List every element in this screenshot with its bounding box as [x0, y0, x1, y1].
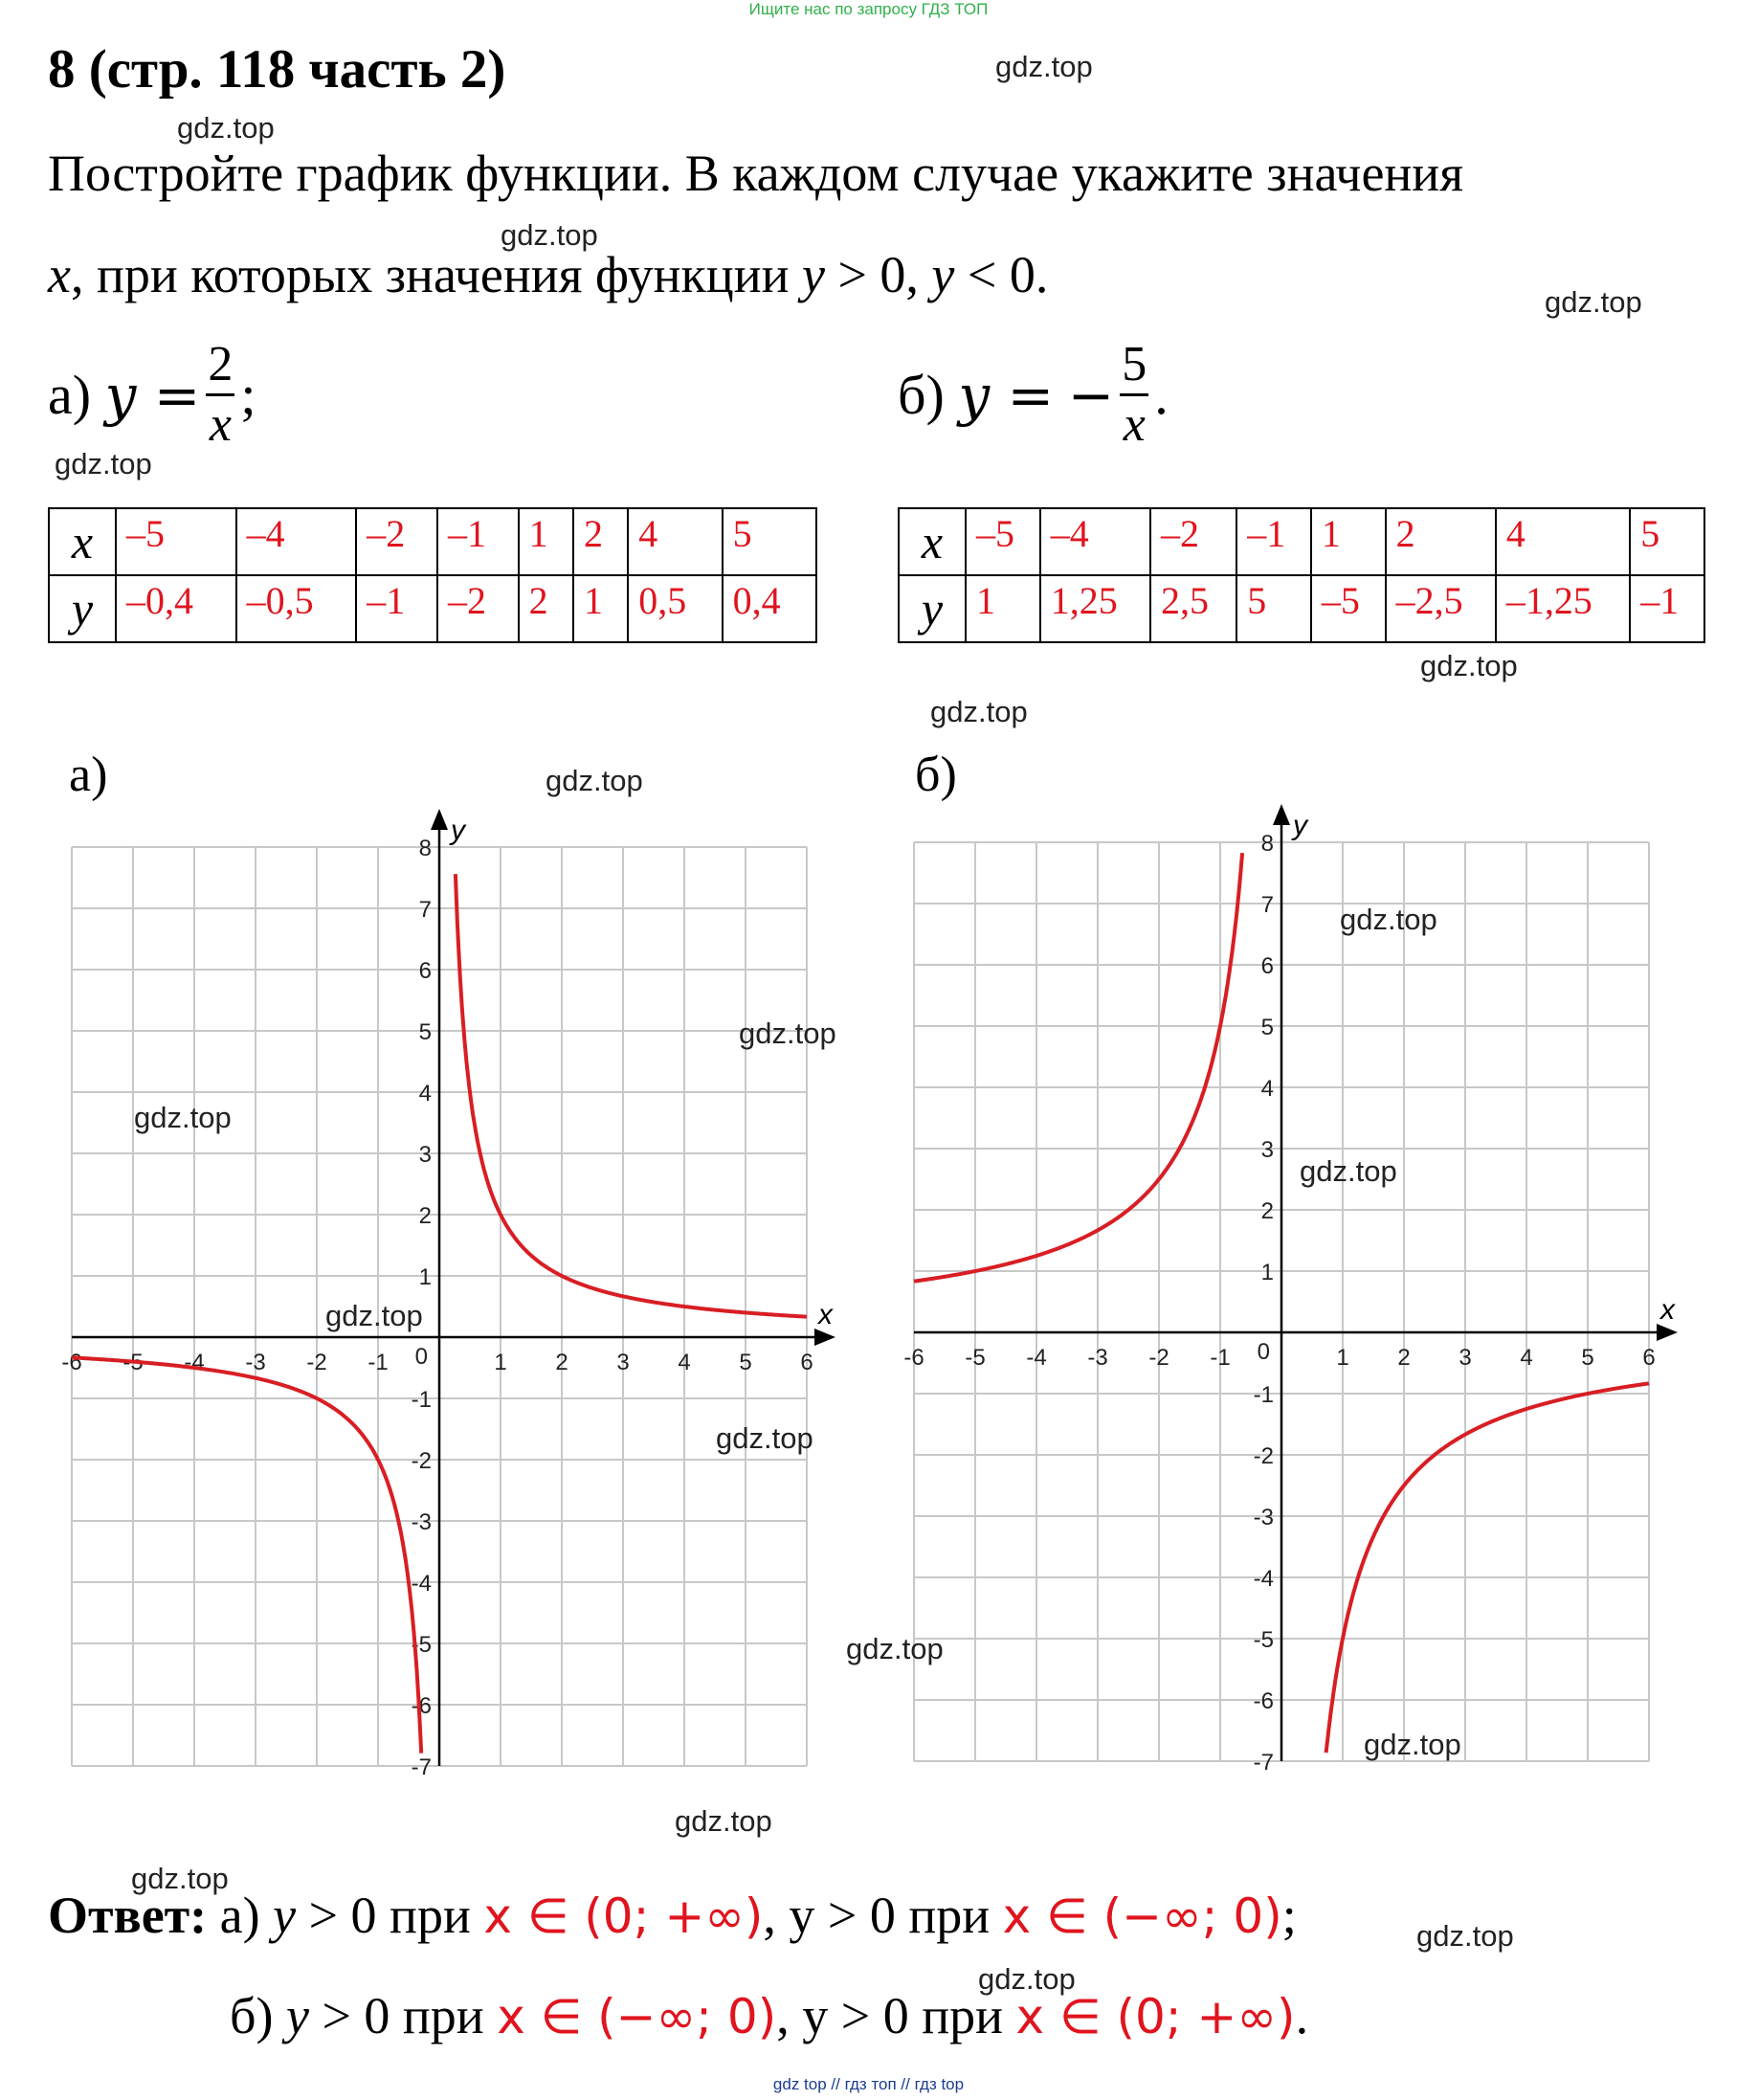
- task-line-2: [48, 245, 1048, 304]
- task-var-y2: y: [931, 246, 955, 303]
- table-cell: 1: [966, 575, 1040, 642]
- answer-a-gt: > 0 при: [296, 1887, 484, 1944]
- y-tick-label: 5: [1260, 1015, 1274, 1040]
- x-tick-label: -6: [903, 1345, 924, 1371]
- task-var-x: x: [48, 246, 71, 303]
- curve-branch-left: [72, 1357, 421, 1753]
- watermark: gdz.top: [55, 447, 152, 480]
- task-line-1: Постройте график функции. В каждом случае укажите значения: [48, 145, 1464, 202]
- formula-b-sign: −: [1067, 362, 1115, 428]
- watermark: gdz.top: [1364, 1728, 1461, 1761]
- x-tick-label: 5: [739, 1350, 752, 1375]
- table-b-y-row: [899, 575, 1704, 642]
- answer-b-y: y: [285, 1987, 309, 2044]
- x-axis-arrow: [1657, 1324, 1678, 1341]
- table-cell: 1: [573, 575, 628, 642]
- table-cell: –5: [1311, 575, 1386, 642]
- values-table-b: [898, 507, 1705, 643]
- x-tick-label: 4: [1520, 1345, 1533, 1371]
- table-cell: 1: [1311, 508, 1386, 575]
- curve-branch-right: [1326, 1383, 1649, 1753]
- x-tick-label: -3: [1087, 1345, 1108, 1371]
- formula-a-label: а): [48, 364, 92, 426]
- table-cell: 4: [1496, 508, 1630, 575]
- y-tick-label: 7: [418, 897, 432, 923]
- x-tick-label: -5: [122, 1350, 144, 1375]
- answer-b-gt2: > 0 при: [828, 1987, 1016, 2044]
- graph-b-hyperbola: [900, 799, 1704, 1785]
- x-axis-label: x: [818, 1299, 833, 1330]
- table-b-y-header: y: [899, 575, 966, 642]
- curve-branch-right: [456, 874, 807, 1316]
- x-tick-label: -5: [965, 1345, 986, 1371]
- task-text: , при которых значения функции: [70, 246, 802, 303]
- x-tick-label: 6: [800, 1350, 813, 1375]
- watermark: gdz.top: [1340, 903, 1437, 936]
- answer-a-end: ;: [1281, 1887, 1297, 1944]
- y-tick-label: -1: [1253, 1382, 1274, 1408]
- table-cell: 5: [1236, 575, 1311, 642]
- x-tick-label: 6: [1642, 1345, 1656, 1371]
- y-tick-label: 8: [1260, 831, 1274, 857]
- answer-a-y: y: [273, 1887, 297, 1944]
- formula-b-fraction: [1120, 337, 1148, 452]
- y-tick-label: 6: [418, 958, 432, 984]
- watermark: gdz.top: [546, 764, 643, 797]
- y-tick-label: 3: [418, 1142, 432, 1168]
- y-tick-label: 3: [1260, 1137, 1274, 1163]
- origin-label: 0: [1257, 1339, 1270, 1365]
- table-b-x-header: x: [899, 508, 966, 575]
- y-tick-label: 2: [1260, 1198, 1274, 1224]
- table-cell: –0,5: [236, 575, 357, 642]
- table-a-x-row: [49, 508, 816, 575]
- y-axis-arrow: [431, 809, 448, 830]
- answer-line-a: [48, 1886, 1297, 1945]
- x-tick-label: -2: [306, 1350, 327, 1375]
- formula-b-label: б): [898, 364, 945, 426]
- table-cell: –4: [1040, 508, 1150, 575]
- table-cell: 5: [723, 508, 816, 575]
- y-tick-label: 8: [418, 836, 432, 861]
- table-cell: 2: [573, 508, 628, 575]
- answer-b-end: .: [1295, 1987, 1309, 2044]
- answer-b-gt: > 0 при: [308, 1987, 498, 2044]
- y-tick-label: -7: [411, 1754, 432, 1780]
- task-var-y1: y: [801, 246, 825, 303]
- table-cell: 2: [519, 575, 573, 642]
- formula-b-denominator: x: [1123, 397, 1146, 452]
- watermark: gdz.top: [1545, 285, 1642, 319]
- values-table-a: [48, 507, 817, 643]
- x-tick-label: 4: [678, 1350, 691, 1375]
- watermark: gdz.top: [131, 1862, 229, 1895]
- x-tick-label: 2: [1397, 1345, 1411, 1371]
- graph-a-hyperbola: [57, 804, 861, 1790]
- watermark: gdz.top: [501, 218, 598, 252]
- x-tick-label: -6: [61, 1350, 82, 1375]
- table-cell: 4: [628, 508, 722, 575]
- origin-label: 0: [414, 1344, 428, 1370]
- table-cell: –2: [356, 508, 437, 575]
- y-tick-label: -6: [1253, 1688, 1274, 1714]
- table-cell: –1: [356, 575, 437, 642]
- watermark: gdz.top: [177, 111, 275, 145]
- answer-b-negative: x ∈ (0; +∞): [1015, 1989, 1296, 2044]
- x-tick-label: 3: [616, 1350, 630, 1375]
- x-tick-label: -3: [245, 1350, 266, 1375]
- answer-a-gt2: > 0 при: [814, 1887, 1003, 1944]
- table-cell: –1: [437, 508, 519, 575]
- answer-label: Ответ:: [48, 1887, 208, 1944]
- formula-a-end: ;: [240, 364, 256, 426]
- y-tick-label: -5: [1253, 1627, 1274, 1653]
- table-a-y-header: y: [49, 575, 116, 642]
- y-tick-label: -7: [1253, 1750, 1274, 1776]
- table-cell: –5: [116, 508, 236, 575]
- watermark: gdz.top: [930, 695, 1028, 728]
- table-cell: –1,25: [1496, 575, 1630, 642]
- table-cell: –5: [966, 508, 1040, 575]
- y-tick-label: -3: [411, 1509, 432, 1535]
- watermark: gdz.top: [325, 1299, 423, 1332]
- table-cell: –1: [1630, 575, 1704, 642]
- y-axis-label: y: [1293, 810, 1307, 841]
- table-cell: 0,5: [628, 575, 722, 642]
- y-tick-label: -4: [411, 1571, 432, 1597]
- y-tick-label: -2: [411, 1448, 432, 1474]
- x-tick-label: 1: [1336, 1345, 1349, 1371]
- watermark: gdz.top: [1300, 1154, 1397, 1188]
- x-tick-label: -1: [1210, 1345, 1231, 1371]
- y-tick-label: -6: [411, 1693, 432, 1719]
- table-cell: 5: [1630, 508, 1704, 575]
- watermark: gdz.top: [978, 1962, 1076, 1996]
- y-tick-label: -2: [1253, 1443, 1274, 1469]
- answer-a-label: а): [219, 1887, 260, 1944]
- watermark: gdz.top: [716, 1421, 813, 1455]
- x-tick-label: -4: [184, 1350, 205, 1375]
- table-cell: –2: [1150, 508, 1236, 575]
- x-tick-label: -2: [1148, 1345, 1169, 1371]
- x-tick-label: -1: [367, 1350, 389, 1375]
- watermark: gdz.top: [739, 1016, 836, 1050]
- answer-a-y2: y: [789, 1887, 815, 1944]
- x-tick-label: 2: [555, 1350, 568, 1375]
- watermark: gdz.top: [995, 50, 1093, 83]
- answer-b-label: б): [230, 1987, 274, 2044]
- table-cell: –1: [1236, 508, 1311, 575]
- footer-note: gdz top // гдз топ // гдз top: [772, 2075, 965, 2093]
- y-tick-label: 4: [418, 1081, 432, 1106]
- search-hint: Ищите нас по запросу ГДЗ ТОП: [748, 0, 989, 18]
- formula-a: [48, 337, 256, 452]
- table-cell: 0,4: [723, 575, 816, 642]
- y-axis-arrow: [1273, 804, 1290, 825]
- watermark: gdz.top: [1420, 649, 1518, 682]
- x-tick-label: 1: [494, 1350, 507, 1375]
- watermark: gdz.top: [134, 1101, 232, 1134]
- formula-b-numerator: 5: [1120, 340, 1148, 396]
- x-tick-label: 5: [1581, 1345, 1594, 1371]
- y-tick-label: -1: [411, 1387, 432, 1413]
- task-cond-1: > 0,: [824, 246, 932, 303]
- x-tick-label: -4: [1026, 1345, 1047, 1371]
- table-cell: 2,5: [1150, 575, 1236, 642]
- table-b-x-row: [899, 508, 1704, 575]
- task-cond-2: < 0.: [954, 246, 1049, 303]
- y-axis-label: y: [451, 815, 465, 846]
- exercise-title: 8 (стр. 118 часть 2): [48, 39, 506, 100]
- formula-a-lhs: y =: [104, 362, 201, 428]
- table-cell: 2: [1386, 508, 1496, 575]
- y-tick-label: -3: [1253, 1505, 1274, 1530]
- y-tick-label: 5: [418, 1019, 432, 1045]
- answer-a-negative: x ∈ (−∞; 0): [1002, 1888, 1282, 1944]
- y-tick-label: -4: [1253, 1566, 1274, 1592]
- formula-b: [898, 337, 1169, 452]
- answer-b-positive: x ∈ (−∞; 0): [497, 1989, 777, 2044]
- formula-b-lhs: y =: [958, 362, 1055, 428]
- x-axis-arrow: [814, 1329, 835, 1346]
- formula-a-numerator: 2: [206, 340, 234, 396]
- formula-b-end: .: [1154, 364, 1169, 426]
- table-cell: –2: [437, 575, 519, 642]
- table-a-y-row: [49, 575, 816, 642]
- graph-b-label: б): [915, 748, 957, 802]
- watermark: gdz.top: [675, 1804, 772, 1838]
- graph-a-label: а): [69, 748, 108, 802]
- answer-line-b: [230, 1986, 1308, 2045]
- y-tick-label: 4: [1260, 1076, 1274, 1102]
- answer-a-positive: x ∈ (0; +∞): [483, 1888, 764, 1944]
- x-tick-label: 3: [1459, 1345, 1472, 1371]
- table-cell: –2,5: [1386, 575, 1496, 642]
- y-tick-label: 7: [1260, 892, 1274, 918]
- y-tick-label: 2: [418, 1203, 432, 1229]
- table-cell: 1,25: [1040, 575, 1150, 642]
- answer-b-y2: y: [802, 1987, 829, 2044]
- watermark: gdz.top: [846, 1632, 944, 1665]
- table-cell: 1: [519, 508, 573, 575]
- answer-a-sep: ,: [763, 1887, 790, 1944]
- table-a-x-header: x: [49, 508, 116, 575]
- y-tick-label: 1: [418, 1264, 432, 1290]
- y-tick-label: 1: [1260, 1260, 1274, 1285]
- curve-branch-left: [914, 853, 1242, 1281]
- y-tick-label: 6: [1260, 953, 1274, 979]
- formula-a-denominator: x: [209, 397, 232, 452]
- table-cell: –0,4: [116, 575, 236, 642]
- answer-b-sep: ,: [776, 1987, 803, 2044]
- watermark: gdz.top: [1416, 1919, 1514, 1953]
- y-tick-label: -5: [411, 1632, 432, 1658]
- x-axis-label: x: [1660, 1294, 1675, 1326]
- table-cell: –4: [236, 508, 357, 575]
- formula-a-fraction: [206, 337, 234, 452]
